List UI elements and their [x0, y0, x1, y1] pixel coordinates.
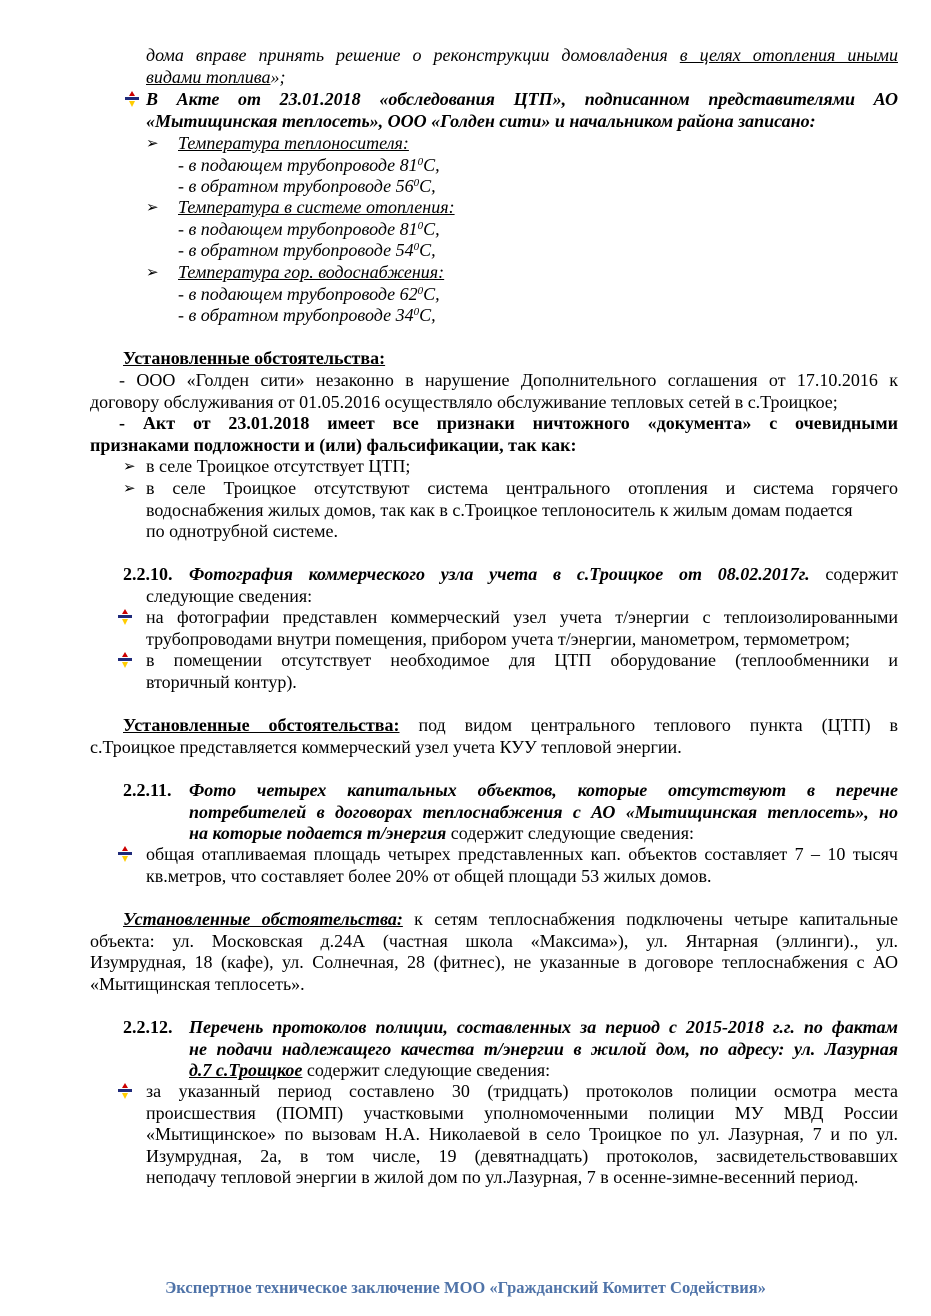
arrow-bullet-icon: ➢ [146, 134, 159, 152]
section-2212-heading: Перечень протоколов полиции, составленных за период с 2015-2018 г.г. по фактам не подачи надлежащего качества т/энергии в жилой дом, по адресу: ул. Лазурная д.7 с.Троицкое содержит следующие сведения: [189, 1017, 898, 1081]
arrow-bullet-icon: ➢ [146, 198, 159, 216]
intro-paragraph: дома вправе принять решение о реконструкции домовладения в целях отопления иными видами топлива»; [146, 45, 898, 87]
page-footer: Экспертное техническое заключение МОО «Гражданский Комитет Содействия» [165, 1278, 766, 1297]
section-2210-bullet-2: в помещении отсутствует необходимое для ЦТП оборудование (теплообменники и вторичный контур). [146, 650, 898, 692]
established-paragraph-4: Установленные обстоятельства: к сетям теплоснабжения подключены четыре капитальные объекта: ул. Московская д.24А (частная школа «Максима»), ул. Янтарная (эллинги)., ул. Изумрудная, 18 (кафе), ул. Солнечная, 28 (фитнес), не указанные в договоре теплоснабжения с АО «Мытищинская теплосеть». [90, 909, 898, 994]
established-paragraph-1: - ООО «Голден сити» незаконно в нарушение Дополнительного соглашения от 17.10.2016 к договору обслуживания от 01.05.2016 осуществляло обслуживание тепловых сетей в с.Троицкое; [90, 370, 898, 412]
established-paragraph-2: - Акт от 23.01.2018 имеет все признаки ничтожного «документа» с очевидными признаками подложности и (или) фальсификации, так как: [90, 413, 898, 455]
arrow-bullet-icon: ➢ [146, 263, 159, 281]
group-title: Температура в системе отопления: [178, 197, 455, 217]
act-heading: В Акте от 23.01.2018 «обследования ЦТП», подписанном представителями АО «Мытищинская теплосеть», ООО «Голден сити» и начальником района записано: [146, 89, 898, 131]
section-2211-heading: Фото четырех капитальных объектов, которые отсутствуют в перечне потребителей в договорах теплоснабжения с АО «Мытищинская теплосеть», но на которые подается т/энергия содержит следующие сведения: [189, 780, 898, 844]
section-number: 2.2.12. [123, 1017, 173, 1037]
fuchsia-bullet-icon [117, 846, 133, 862]
section-2210-heading: Фотография коммерческого узла учета в с.Троицкое от 08.02.2017г. содержит [189, 564, 898, 584]
section-2211-bullet-1: общая отапливаемая площадь четырех представленных кап. объектов составляет 7 – 10 тысяч кв.метров, что составляет более 20% от общей площади 53 жилых домов. [146, 844, 898, 886]
intro-text: дома вправе принять решение о реконструкции домовладения [146, 45, 680, 65]
section-2212-bullet-1: за указанный период составлено 30 (тридцать) протоколов полиции осмотра места происшествия (ПОМП) участковыми уполномоченными полиции МУ МВД России «Мытищинское» по вызовам Н.А. Николаевой в село Троицкое по ул. Лазурная, 7 и по ул. Изумрудная, 2а, в том числе, 19 (девятнадцать) протоколов, засвидетельствовавших неподачу тепловой энергии в жилой дом по ул.Лазурная, 7 в осенне-зимне-весенний период. [146, 1081, 898, 1188]
established-bullet-1: в селе Троицкое отсутствует ЦТП; [146, 456, 411, 476]
established-heading-1: Установленные обстоятельства: [123, 348, 386, 368]
arrow-bullet-icon: ➢ [123, 479, 136, 497]
arrow-bullet-icon: ➢ [123, 457, 136, 475]
section-number: 2.2.10. [123, 564, 173, 584]
fuchsia-bullet-icon [124, 91, 140, 107]
fuchsia-bullet-icon [117, 652, 133, 668]
intro-underlined-2: видами топлива [146, 66, 271, 87]
established-paragraph-3: Установленные обстоятельства: под видом центрального теплового пункта (ЦТП) в с.Троицкое представляется коммерческий узел учета КУУ тепловой энергии. [90, 715, 898, 757]
group-title: Температура гор. водоснабжения: [178, 262, 445, 282]
section-number: 2.2.11. [123, 780, 172, 800]
intro-underlined: в целях отопления иными [679, 45, 898, 65]
group-title: Температура теплоносителя: [178, 133, 409, 153]
document-page: дома вправе принять решение о реконструкции домовладения в целях отопления иными видами топлива»; В Акте от 23.01.2018 «обследования ЦТП», подписанном представителями АО «Мытищинская теплосеть», ООО «Голден сити» и начальником района записано: ➢ Температура теплоносителя: - в подающем трубопроводе $81^0С$, - в обратном трубопроводе $56^0С$, ➢ Температура в системе отопления: - в подающем трубопроводе $81^0С$, - в обратном трубопроводе $54^0С$, ➢ Температура гор. водоснабжения: - в подающем трубопроводе $62^0С$, - в обратном трубопроводе $34^0С$, Установленные обстоятельства: - ООО «Голден сити» незаконно в нарушение Дополнительного соглашения от 17.10.2016 к договору обслуживания от 01.05.2016 осуществляло обслуживание тепловых сетей в с.Троицкое; - Акт от 23.01.2018 имеет все признаки ничтожного «документа» с очевидными признаками подложности и (или) фальсификации, так как: ➢ в селе Троицкое отсутствует ЦТП; ➢ в селе Троицкое отсутствуют система центрального отопления и система горячего водоснабжения жилых домов, так как в с.Троицкое теплоноситель к жилым домам подается по однотрубной системе. 2.2.10. Фотография коммерческого узла учета в с.Троицкое от 08.02.2017г. содержит следующие сведения: на фотографии представлен коммерческий узел учета т/энергии с теплоизолированными трубопроводами внутри помещения, прибором учета т/энергии, манометром, термометром; в помещении отсутствует необходимое для ЦТП оборудование (теплообменники и вторичный контур). Установленные обстоятельства: под видом центрального теплового пункта (ЦТП) в с.Троицкое представляется коммерческий узел учета КУУ тепловой энергии. 2.2.11. Фото четырех капитальных объектов, которые отсутствуют в перечне потребителей в договорах теплоснабжения с АО «Мытищинская теплосеть», но на которые подается т/энергия содержит следующие сведения: общая отапливаемая площадь четырех представленных кап. объектов составляет 7 – 10 тысяч кв.метров, что составляет более 20% от общей площади 53 жилых домов. Установленные обстоятельства: к сетям теплоснабжения подключены четыре капитальные объекта: ул. Московская д.24А (частная школа «Максима»), ул. Янтарная (эллинги)., ул. Изумрудная, 18 (кафе), ул. Солнечная, 28 (фитнес), не указанные в договоре теплоснабжения с АО «Мытищинская теплосеть». 2.2.12. Перечень протоколов полиции, составленных за период с 2015-2018 г.г. по фактам не подачи надлежащего качества т/энергии в жилой дом, по адресу: ул. Лазурная д.7 с.Троицкое содержит следующие сведения: за указанный период составлено 30 (тридцать) протоколов полиции осмотра места происшествия (ПОМП) участковыми уполномоченными полиции МУ МВД России «Мытищинское» по вызовам Н.А. Николаевой в село Троицкое по ул. Лазурная, 7 и по ул. Изумрудная, 2а, в том числе, 19 (девятнадцать) протоколов, засвидетельствовавших неподачу тепловой энергии в жилой дом по ул.Лазурная, 7 в осенне-зимне-весенний период. Экспертное техническое заключение МОО «Гражданский Комитет Содействия» [0, 0, 931, 1316]
section-2210-bullet-1: на фотографии представлен коммерческий узел учета т/энергии с теплоизолированными трубопроводами внутри помещения, прибором учета т/энергии, манометром, термометром; [146, 607, 898, 649]
fuchsia-bullet-icon [117, 609, 133, 625]
established-bullet-2: в селе Троицкое отсутствуют система центрального отопления и система горячего водоснабжения жилых домов, так как в с.Троицкое теплоноситель к жилым домам подается по однотрубной системе. [146, 478, 898, 542]
fuchsia-bullet-icon [117, 1083, 133, 1099]
